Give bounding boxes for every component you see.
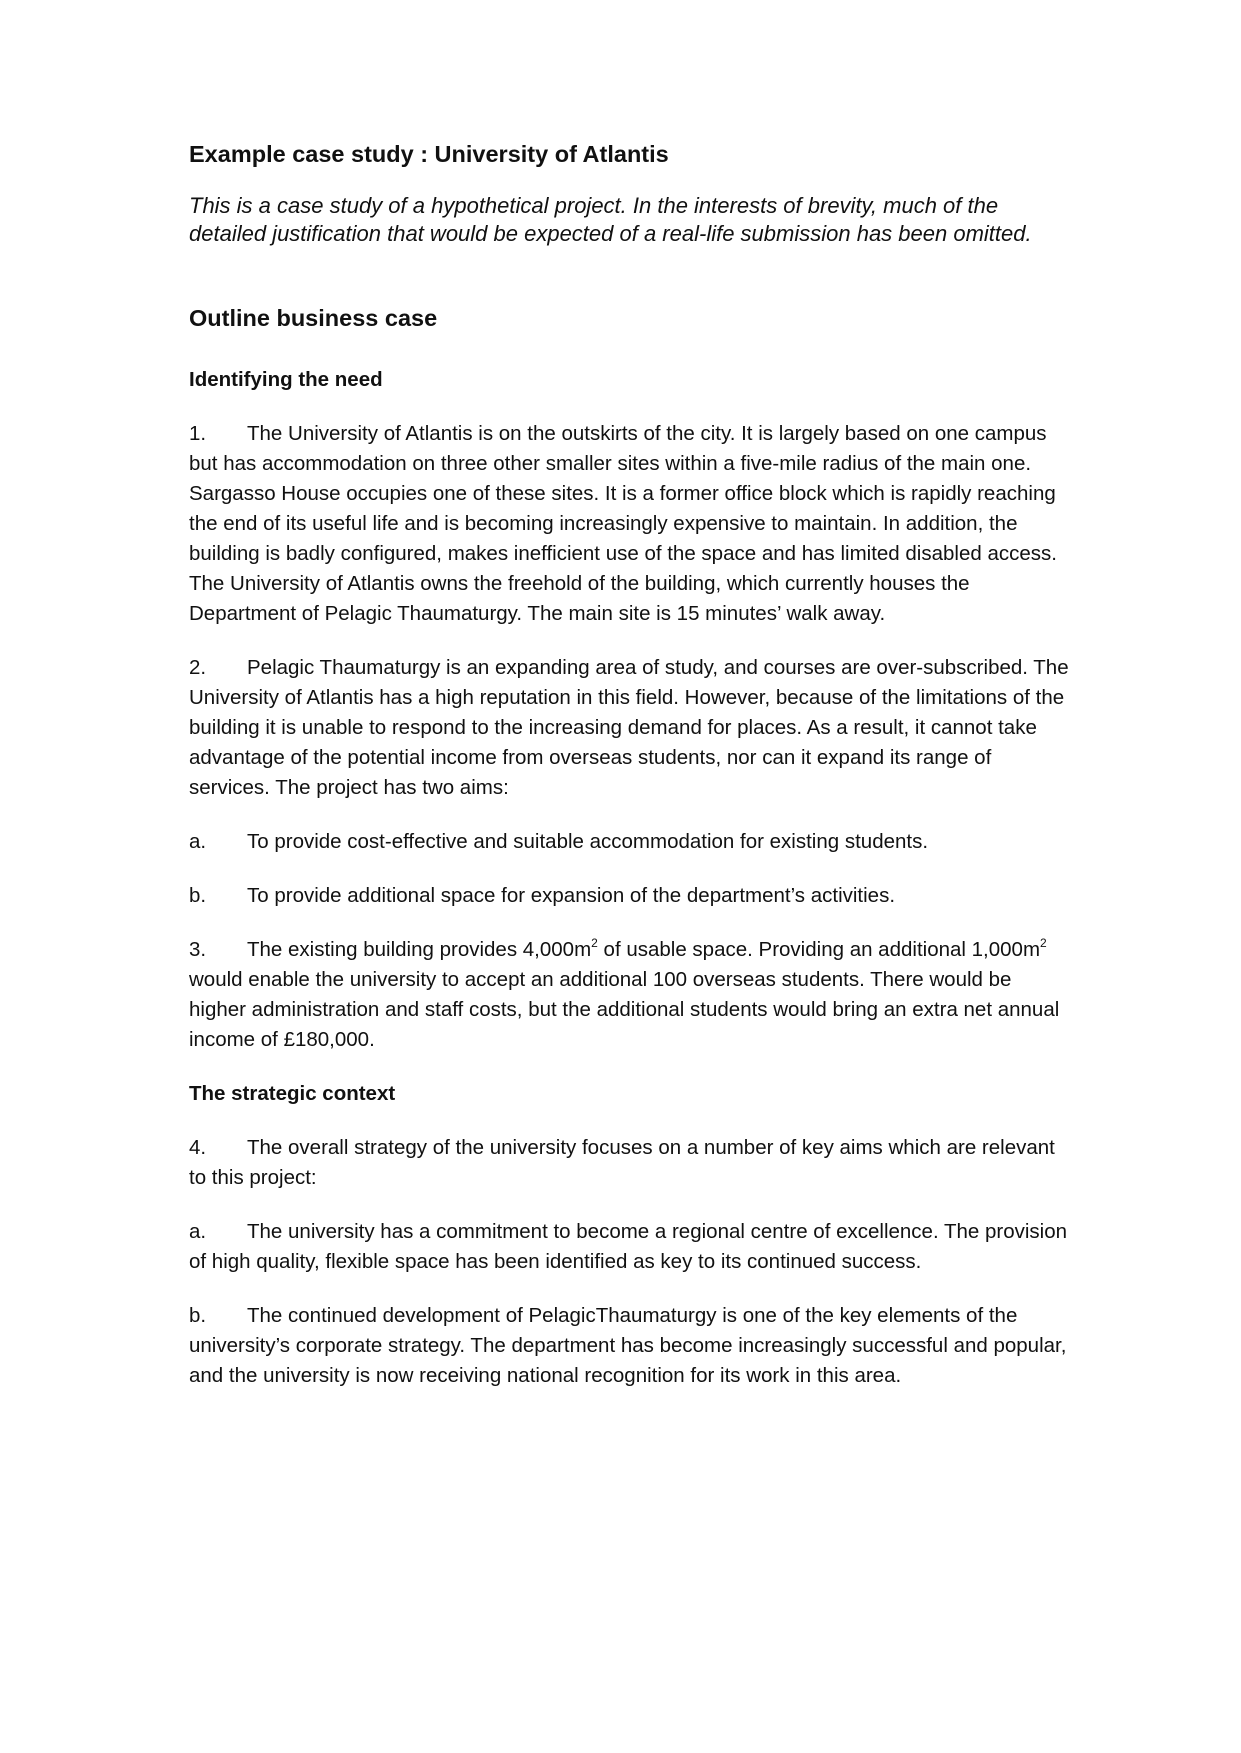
- list-item-label: b.: [189, 884, 207, 908]
- list-item-2b: [189, 881, 1069, 911]
- paragraph-text: The existing building provides 4,000m: [247, 938, 592, 962]
- paragraph-4: [189, 1133, 1069, 1193]
- list-item-4b: [189, 1301, 1069, 1391]
- paragraph-3: [189, 935, 1069, 1055]
- paragraph-number: 1.: [189, 422, 207, 446]
- list-item-text: The university has a commitment to become a regional centre of excellence. The provision of high quality, flexible space has been identified as key to its continued success.: [189, 1220, 1068, 1274]
- paragraph-text: The overall strategy of the university focuses on a number of key aims which are relevant to this project:: [189, 1136, 1055, 1190]
- document-title: Example case study : University of Atlantis: [189, 141, 669, 167]
- list-item-label: a.: [189, 830, 207, 854]
- paragraph-text: The University of Atlantis is on the outskirts of the city. It is largely based on one campus but has accommodation on three other smaller sites within a five-mile radius of the main one. Sargasso House occupies one of these sites. It is a former office block which is rapidly reaching the end of its useful life and is becoming increasingly expensive to maintain. In addition, the building is badly configured, makes inefficient use of the space and has limited disabled access. The University of Atlantis owns the freehold of the building, which currently houses the Department of Pelagic Thaumaturgy. The main site is 15 minutes’ walk away.: [189, 422, 1057, 626]
- superscript: 2: [591, 936, 598, 951]
- list-item-text: To provide additional space for expansion of the department’s activities.: [247, 884, 896, 908]
- paragraph-1: [189, 419, 1069, 629]
- paragraph-2: [189, 653, 1069, 803]
- section-heading: Outline business case: [189, 305, 438, 332]
- intro-paragraph: This is a case study of a hypothetical project. In the interests of brevity, much of the detailed justification that would be expected of a real-life submission has been omitted.: [189, 193, 1032, 246]
- paragraph-text: Pelagic Thaumaturgy is an expanding area of study, and courses are over-subscribed. The University of Atlantis has a high reputation in this field. However, because of the limitations of the building it is unable to respond to the increasing demand for places. As a result, it cannot take advantage of the potential income from overseas students, nor can it expand its range of services. The project has two aims:: [189, 656, 1069, 800]
- paragraph-number: 4.: [189, 1136, 207, 1160]
- list-item-label: b.: [189, 1304, 207, 1328]
- subheading-strategic-context: The strategic context: [189, 1082, 396, 1106]
- paragraph-text: would enable the university to accept an additional 100 overseas students. There would be higher administration and staff costs, but the additional students would bring an extra net annual income of £180,000.: [189, 968, 1060, 1052]
- list-item-2a: [189, 827, 1069, 857]
- paragraph-number: 3.: [189, 938, 207, 962]
- superscript: 2: [1040, 936, 1047, 951]
- document-page: [189, 140, 1069, 1391]
- paragraph-number: 2.: [189, 656, 207, 680]
- list-item-text: To provide cost-effective and suitable accommodation for existing students.: [247, 830, 929, 854]
- subheading-identifying-need: Identifying the need: [189, 368, 383, 392]
- paragraph-text: of usable space. Providing an additional 1,000m: [597, 938, 1041, 962]
- list-item-4a: [189, 1217, 1069, 1277]
- list-item-text: The continued development of PelagicThaumaturgy is one of the key elements of the university’s corporate strategy. The department has become increasingly successful and popular, and the university is now receiving national recognition for its work in this area.: [189, 1304, 1067, 1388]
- list-item-label: a.: [189, 1220, 207, 1244]
